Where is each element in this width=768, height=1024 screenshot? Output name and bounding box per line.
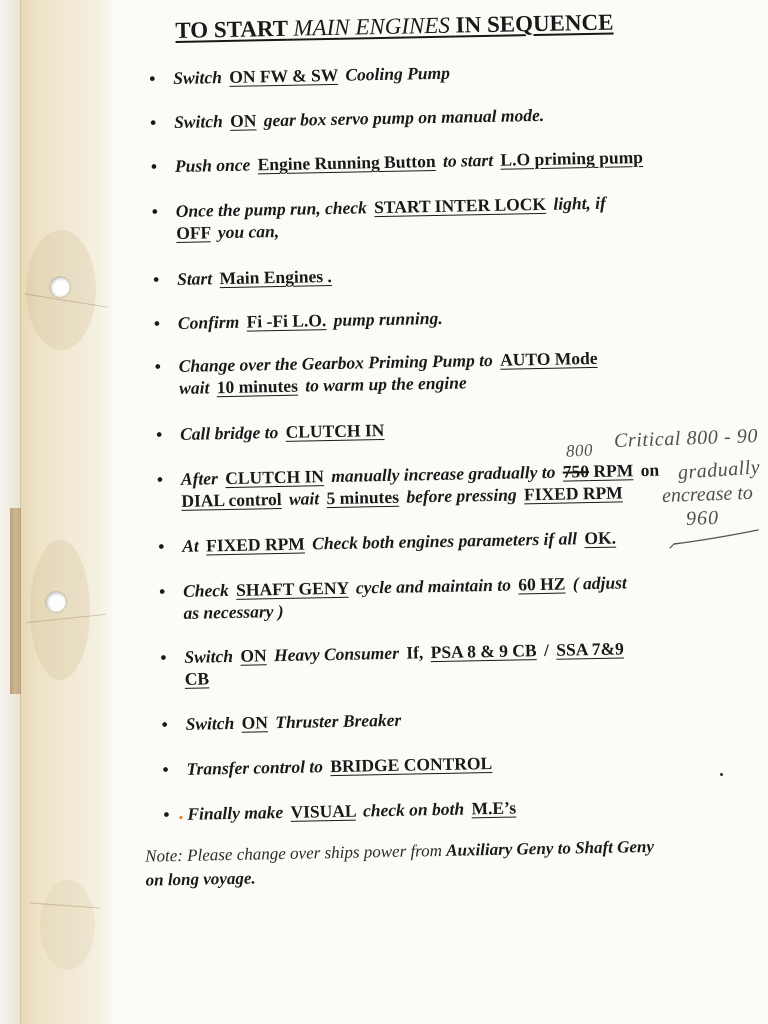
- step-14-line: [186, 752, 492, 780]
- step-12-text: Switch: [184, 645, 234, 667]
- step-13-text: Thruster Breaker: [275, 709, 402, 733]
- step-10-term: FIXED RPM: [205, 533, 305, 556]
- step-7-text: Change over the Gearbox Priming Pump to: [178, 349, 493, 376]
- step-9-text: manually increase gradually to: [331, 461, 556, 487]
- title-emphasis: MAIN ENGINES: [293, 12, 451, 41]
- ink-dot: [179, 816, 182, 819]
- step-6-line: [178, 307, 443, 334]
- step-11: [131, 571, 628, 625]
- step-12: [132, 637, 624, 690]
- step-15-text: Finally make: [187, 802, 284, 824]
- binding-margin: [20, 0, 113, 1024]
- note-tail: on long voyage.: [145, 868, 256, 890]
- bullet-marker: •: [155, 424, 163, 445]
- step-11-text: ( adjust: [572, 572, 627, 594]
- bullet-marker: •: [151, 201, 159, 222]
- step-3-term: L.O priming pump: [500, 146, 644, 170]
- bullet-marker: •: [162, 759, 169, 780]
- step-15-text: check on both: [362, 798, 465, 821]
- handwritten-rpm-correction: 800: [565, 440, 594, 461]
- step-7-text: to warm up the engine: [305, 372, 467, 396]
- bullet-marker: •: [163, 804, 170, 825]
- tape-strip: [10, 508, 21, 694]
- handwritten-target-rpm: 960: [685, 506, 720, 530]
- step-13: [133, 709, 401, 736]
- step-12-term: PSA 8 & 9 CB: [430, 640, 537, 663]
- note-lead: Note: Please change over ships power from: [144, 840, 443, 866]
- step-9-rpm-term: [563, 460, 634, 481]
- step-2-text: Switch: [173, 111, 223, 132]
- step-2-text: gear box servo pump on manual mode.: [263, 104, 545, 131]
- step-3-line: [175, 146, 643, 177]
- bullet-marker: •: [158, 536, 165, 557]
- step-2-term: ON: [229, 110, 257, 131]
- step-9-term: 5 minutes: [326, 486, 400, 509]
- step-5: [125, 265, 332, 291]
- bullet-marker: •: [160, 647, 167, 668]
- step-13-text: Switch: [185, 712, 235, 734]
- bullet-marker: •: [150, 156, 158, 177]
- step-11-term: SHAFT GENY: [235, 577, 349, 600]
- punch-hole: [46, 592, 66, 612]
- step-4-text: light, if: [553, 192, 607, 214]
- step-8-term: CLUTCH IN: [285, 420, 385, 442]
- footer-note: [145, 835, 655, 893]
- step-1: [121, 62, 450, 90]
- step-7-term: AUTO Mode: [499, 347, 598, 370]
- step-8-line: [180, 419, 385, 445]
- step-3: [123, 146, 643, 178]
- step-15-line: [187, 797, 516, 825]
- step-4-text: Once the pump run, check: [175, 197, 368, 221]
- step-10-line: [182, 527, 616, 557]
- step-9: [129, 459, 660, 513]
- step-5-text: Start: [176, 268, 213, 289]
- step-7: [127, 347, 599, 400]
- handwritten-underline: [668, 524, 764, 550]
- title-tail: IN SEQUENCE: [455, 9, 614, 38]
- step-6-term: Fi -Fi L.O.: [246, 310, 327, 332]
- step-9-term: CLUTCH IN: [225, 466, 325, 489]
- step-4-text: you can,: [217, 220, 280, 243]
- step-12-term: SSA 7&9: [556, 638, 625, 660]
- step-14-text: Transfer control to: [186, 756, 324, 779]
- handwritten-advice: gradually: [677, 456, 761, 484]
- handwritten-advice: encrease to: [661, 481, 754, 507]
- step-11-term: 60 HZ: [518, 573, 566, 595]
- handwritten-critical-range: Critical 800 - 90: [613, 424, 759, 452]
- step-9-text: on: [640, 459, 660, 481]
- title-lead: TO START: [175, 15, 288, 43]
- bullet-marker: •: [156, 469, 164, 490]
- bullet-marker: •: [152, 269, 160, 290]
- step-3-term: Engine Running Button: [257, 150, 436, 175]
- step-1-text: Cooling Pump: [345, 62, 451, 85]
- step-6-text: Confirm: [177, 311, 240, 333]
- bullet-marker: •: [161, 714, 168, 735]
- step-8: [128, 419, 385, 446]
- step-5-term: Main Engines .: [219, 265, 332, 289]
- step-14-term: BRIDGE CONTROL: [330, 752, 493, 777]
- step-13-term: ON: [241, 712, 269, 733]
- paper-stain: [40, 880, 95, 970]
- step-13-line: [185, 709, 401, 735]
- step-5-line: [177, 265, 332, 290]
- step-4-term: OFF: [176, 222, 211, 243]
- step-9-text: wait: [288, 488, 320, 509]
- step-12-term: CB: [184, 668, 210, 689]
- step-14: [134, 752, 492, 781]
- step-11-text: Check: [182, 580, 229, 601]
- step-3-text: to start: [442, 149, 494, 171]
- step-10-term: OK.: [584, 527, 617, 549]
- step-12-term: ON: [240, 645, 267, 666]
- step-7-term: 10 minutes: [216, 375, 299, 398]
- bullet-marker: •: [149, 112, 157, 133]
- step-9-text: After: [180, 468, 219, 489]
- rpm-unit: RPM: [593, 460, 634, 481]
- bullet-marker: •: [154, 356, 162, 377]
- step-2: [122, 104, 545, 134]
- step-11-text: as necessary ): [183, 600, 284, 623]
- step-12-separator: /: [543, 639, 550, 660]
- step-7-text: wait: [178, 377, 210, 398]
- punch-hole: [50, 277, 70, 297]
- bullet-marker: •: [153, 313, 161, 334]
- step-9-term: FIXED RPM: [523, 482, 623, 505]
- bullet-marker: •: [158, 581, 166, 602]
- step-15-term: VISUAL: [290, 800, 356, 822]
- step-15: [135, 797, 516, 826]
- step-6-text: pump running.: [333, 307, 443, 330]
- step-6: [126, 307, 443, 335]
- step-12-text: Heavy Consumer: [273, 642, 400, 666]
- step-10: [130, 527, 616, 558]
- step-10-text: Check both engines parameters if all: [311, 528, 578, 554]
- checklist: [120, 2, 747, 914]
- step-9-term: DIAL control: [181, 488, 282, 511]
- step-4-term: START INTER LOCK: [374, 193, 547, 218]
- step-1-text: Switch: [173, 67, 223, 88]
- step-15-term: M.E’s: [471, 797, 517, 819]
- step-8-text: Call bridge to: [179, 422, 279, 444]
- step-1-line: [173, 62, 450, 89]
- bullet-marker: •: [149, 68, 156, 89]
- step-11-text: cycle and maintain to: [355, 574, 512, 598]
- step-10-text: At: [182, 535, 199, 556]
- page-title: [175, 8, 614, 46]
- struck-rpm-value: 750: [562, 461, 590, 482]
- step-2-line: [174, 104, 545, 133]
- step-4: [124, 192, 607, 245]
- step-1-term: ON FW & SW: [229, 64, 339, 87]
- step-3-text: Push once: [174, 154, 251, 176]
- note-emphasis: Auxiliary Geny to Shaft Geny: [446, 836, 655, 860]
- step-9-text: before pressing: [406, 484, 517, 507]
- step-12-text: If,: [406, 642, 424, 663]
